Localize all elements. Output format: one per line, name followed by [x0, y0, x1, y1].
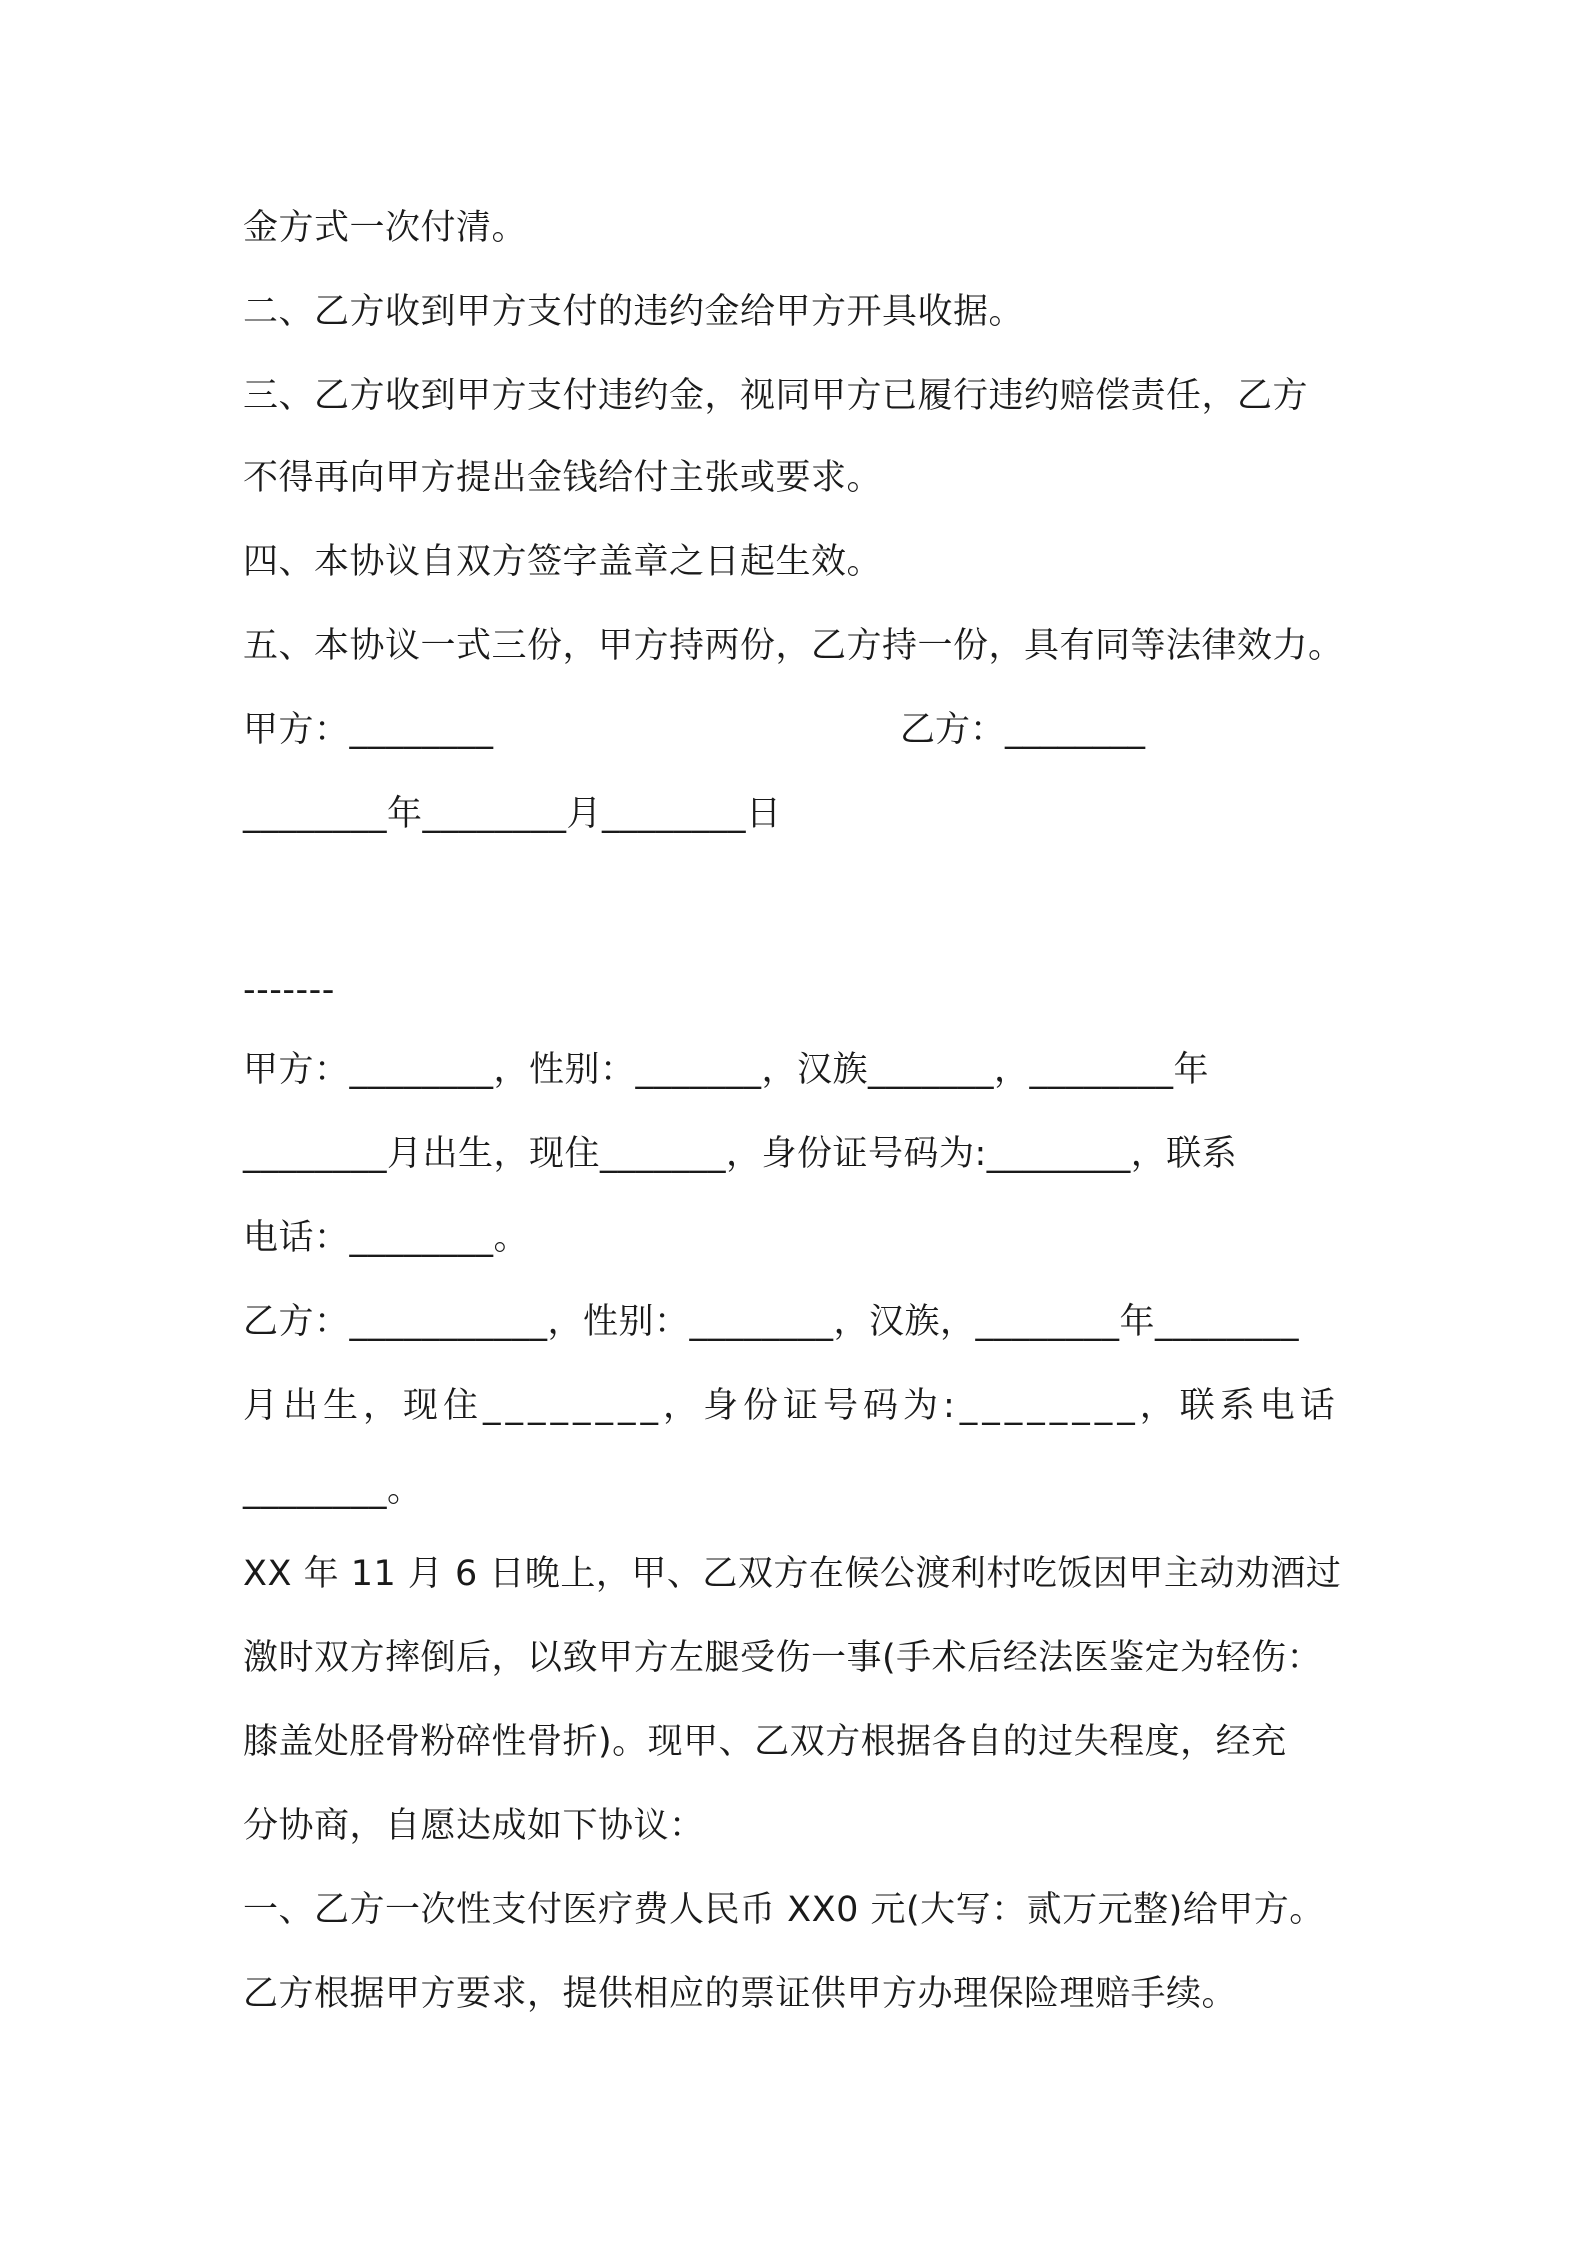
- party-b-signature: 乙方：________: [900, 710, 1146, 750]
- text-line: 一、乙方一次性支付医疗费人民币 XX0 元(大写：贰万元整)给甲方。: [243, 1890, 1325, 1930]
- text-line: 甲方：________，性别：_______，汉族_______，________年: [243, 1050, 1210, 1090]
- text-line: 膝盖处胫骨粉碎性骨折)。现甲、乙双方根据各自的过失程度，经充: [243, 1722, 1287, 1762]
- text-line: 三、乙方收到甲方支付违约金，视同甲方已履行违约赔偿责任，乙方: [243, 376, 1309, 416]
- text-line: 乙方：___________，性别：________，汉族，________年________: [243, 1302, 1300, 1342]
- text-line: 四、本协议自双方签字盖章之日起生效。: [243, 542, 883, 582]
- party-a-signature: 甲方：________: [243, 710, 494, 750]
- text-line: 月出生，现住________，身份证号码为:________，联系电话: [243, 1386, 1340, 1426]
- text-line: 金方式一次付清。: [243, 208, 528, 248]
- separator: -------: [243, 970, 335, 1010]
- text-line: 二、乙方收到甲方支付的违约金给甲方开具收据。: [243, 292, 1025, 332]
- text-line: ________月出生，现住_______，身份证号码为:________，联系: [243, 1134, 1238, 1174]
- text-line: 激时双方摔倒后，以致甲方左腿受伤一事(手术后经法医鉴定为轻伤：: [243, 1638, 1323, 1678]
- text-line: ________。: [243, 1470, 423, 1510]
- signature-date: ________年________月________日: [243, 794, 782, 834]
- text-line: 电话：________。: [243, 1218, 530, 1258]
- text-line: 五、本协议一式三份，甲方持两份，乙方持一份，具有同等法律效力。: [243, 626, 1344, 666]
- text-line: 不得再向甲方提出金钱给付主张或要求。: [243, 458, 883, 498]
- text-line: 分协商，自愿达成如下协议：: [243, 1806, 705, 1846]
- text-line: XX 年 11 月 6 日晚上，甲、乙双方在候公渡利村吃饭因甲主动劝酒过: [243, 1554, 1342, 1594]
- text-line: 乙方根据甲方要求，提供相应的票证供甲方办理保险理赔手续。: [243, 1974, 1238, 2014]
